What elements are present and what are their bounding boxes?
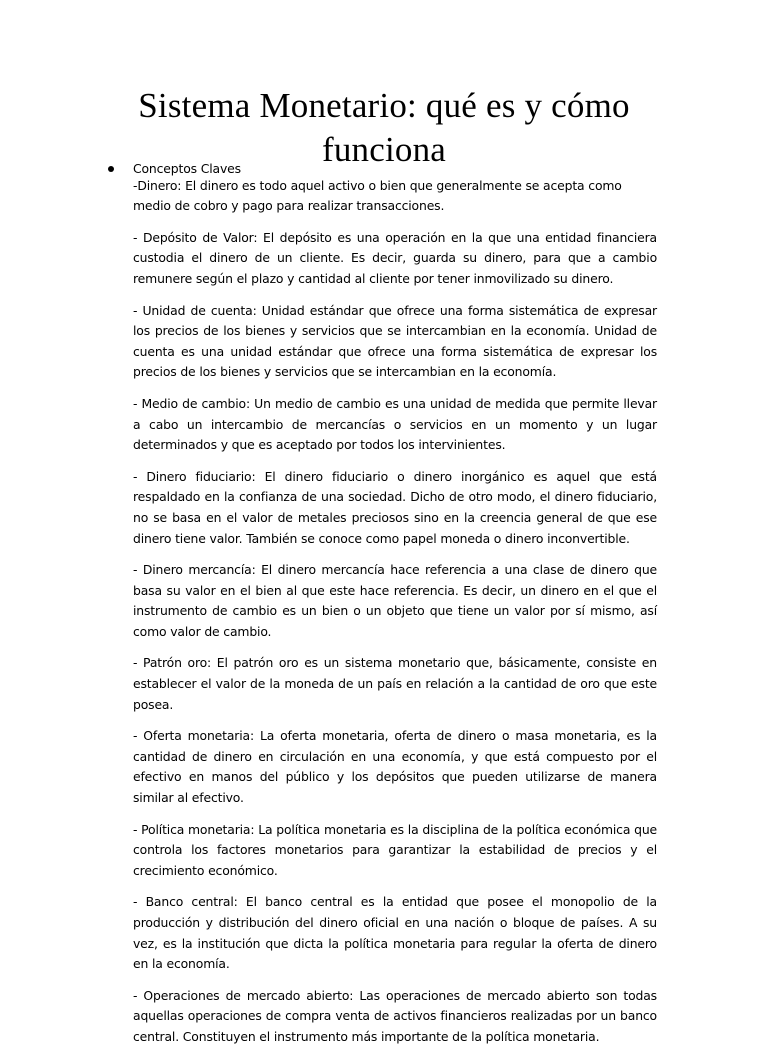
definition-list <box>105 176 657 1048</box>
definition-patron-oro: - Patrón oro: El patrón oro es un sistema monetario que, básicamente, consiste en establecer el valor de la moneda de un país en relación a la cantidad de oro que este posea. <box>133 655 657 712</box>
definition-unidad-de-cuenta: - Unidad de cuenta: Unidad estándar que ofrece una forma sistemática de expresar los precios de los bienes y servicios que se intercambian en la economía. Unidad de cuenta es una unidad estándar que ofrece una forma sistemática de expresar los precios de los bienes y servicios que se intercambian en la economía. <box>133 302 657 380</box>
bullet-label: Conceptos Claves <box>133 161 241 176</box>
bullet-dot-icon <box>108 166 114 172</box>
definition-deposito-de-valor: - Depósito de Valor: El depósito es una operación en la que una entidad financiera custodia el dinero de un cliente. Es decir, guarda su dinero, para que a cambio remunere según el plazo y cantidad al cliente por tener inmovilizado su dinero. <box>133 229 657 286</box>
definition-oferta-monetaria: - Oferta monetaria: La oferta monetaria, oferta de dinero o masa monetaria, es la cantidad de dinero en circulación en una economía, y que está compuesto por el efectivo en manos del público y los depósitos que pueden utilizarse de manera similar al efectivo. <box>133 728 657 806</box>
bullet-item <box>105 159 657 180</box>
definition-dinero-fiduciario: - Dinero fiduciario: El dinero fiduciario o dinero inorgánico es aquel que está respaldado en la confianza de una sociedad. Dicho de otro modo, el dinero fiduciario, no se basa en el valor de metales preciosos sino en la creencia general de que ese dinero tiene valor. También se conoce como papel moneda o dinero inconvertible. <box>133 468 657 546</box>
definition-politica-monetaria: - Política monetaria: La política monetaria es la disciplina de la política económica que controla los factores monetarios para garantizar la estabilidad de precios y el crecimiento económico. <box>133 821 657 878</box>
document-title: Sistema Monetario: qué es y cómo funciona <box>138 86 630 169</box>
document-body <box>105 163 657 1059</box>
definition-dinero: -Dinero: El dinero es todo aquel activo o bien que generalmente se acepta como medio de cobro y pago para realizar transacciones. <box>133 177 622 214</box>
definition-dinero-mercancia: - Dinero mercancía: El dinero mercancía hace referencia a una clase de dinero que basa su valor en el bien al que este hace referencia. Es decir, un dinero en el que el instrumento de cambio es un bien o un objeto que tiene un valor por sí mismo, así como valor de cambio. <box>133 562 657 639</box>
definition-banco-central: - Banco central: El banco central es la entidad que posee el monopolio de la producción y distribución del dinero oficial en una nación o bloque de países. A su vez, es la institución que dicta la política monetaria para regular la oferta de dinero en la economía. <box>133 894 657 972</box>
definition-medio-de-cambio: - Medio de cambio: Un medio de cambio es una unidad de medida que permite llevar a cabo un intercambio de mercancías o servicios en un momento y un lugar determinados y que es aceptado por todos los intervinientes. <box>133 395 657 453</box>
definition-operaciones-mercado-abierto: - Operaciones de mercado abierto: Las operaciones de mercado abierto son todas aquellas operaciones de compra venta de activos financieros realizadas por un banco central. Constituyen el instrumento más importante de la política monetaria. <box>133 987 657 1044</box>
